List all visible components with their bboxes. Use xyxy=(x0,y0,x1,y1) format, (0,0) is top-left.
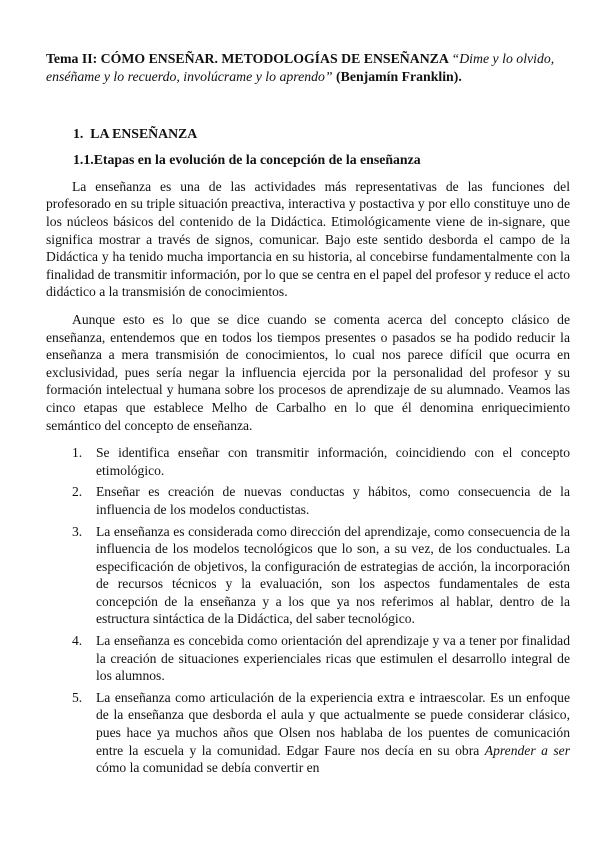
section-number: 1. xyxy=(73,125,84,141)
document-title xyxy=(46,50,570,87)
list-item-number: 2. xyxy=(72,484,83,500)
book-title: Aprender a ser xyxy=(484,742,571,758)
list-item-text: Enseñar es creación de nuevas conductas y hábitos, como consecuencia de la influencia de los modelos conductistas. xyxy=(96,484,570,517)
list-item-text: La enseñanza como articulación de la experiencia extra e intraescolar. Es un enfoque de la enseñanza que desborda el aula y que actualmente se puede considerar clásico, pues hace ya muchos años que Olsen nos hablaba de los puentes de comunicación entre la escuela y la comunidad. Edgar Faure nos decía en su obra xyxy=(96,689,570,758)
title-author: (Benjamín Franklin). xyxy=(332,69,462,85)
document-page xyxy=(46,50,570,781)
list-item xyxy=(46,632,570,685)
list-item-number: 3. xyxy=(72,523,83,539)
list-item-text: Se identifica enseñar con transmitir información, coincidiendo con el concepto etimológico. xyxy=(96,445,570,478)
list-item-number: 1. xyxy=(72,445,83,461)
list-item-text: La enseñanza es considerada como dirección del aprendizaje, como consecuencia de la influencia de los modelos tecnológicos que lo son, a su vez, de los conductuales. La especificación de objetivos, la configuración de estrategias de acción, la incorporación de recursos técnicos y la evaluación, son los aspectos fundamentales de esta concepción de la enseñanza y a los que ya nos referimos al hablar, dentro de la estructura sintáctica de la Didáctica, del saber tecnológico. xyxy=(96,523,570,627)
stages-list xyxy=(46,444,570,777)
list-item xyxy=(46,689,570,777)
paragraph-1: La enseñanza es una de las actividades más representativas de las funciones del profesorado en su triple situación preactiva, interactiva y postactiva y por ello constituye uno de los núcleos básicos del contenido de la Didáctica. Etimológicamente viene de in-signare, que significa mostrar a través de signos, comunicar. Bajo este sentido desborda el campo de la Didáctica y ha tenido mucha importancia en su historia, al concebirse fundamentalmente con la finalidad de transmitir información, por lo que se centra en el papel del profesor y reduce el acto didáctico a la transmisión de conocimientos. xyxy=(46,178,570,300)
paragraph-2: Aunque esto es lo que se dice cuando se comenta acerca del concepto clásico de enseñanza, entendemos que en todos los tiempos presentes o pasados se ha podido reducir la enseñanza a mera transmisión de conocimientos, lo cual nos parece difícil que ocurra en exclusividad, pues sería negar la influencia ejercida por la personalidad del profesor y su formación intelectual y humana sobre los procesos de aprendizaje de su alumnado. Veamos las cinco etapas que establece Melho de Carbalho en lo que él denomina enriquecimiento semántico del concepto de enseñanza. xyxy=(46,311,570,433)
subsection-heading: 1.1.Etapas en la evolución de la concepción de la enseñanza xyxy=(73,151,421,167)
list-item xyxy=(46,523,570,629)
list-item xyxy=(46,483,570,518)
title-quote: “Dime y lo olvido, enséñame y lo recuerdo, involúcrame y lo aprendo” xyxy=(46,51,555,85)
list-item-number: 5. xyxy=(72,689,83,705)
list-item-tail: cómo la comunidad se debía convertir en xyxy=(96,760,320,776)
list-item-text: La enseñanza es concebida como orientación del aprendizaje y va a tener por finalidad la creación de situaciones experienciales ricas que estimulen el desarrollo integral de los alumnos. xyxy=(96,633,570,684)
title-prefix: Tema II: CÓMO ENSEÑAR. METODOLOGÍAS DE ENSEÑANZA xyxy=(46,51,452,66)
section-title: LA ENSEÑANZA xyxy=(90,125,198,141)
list-item-number: 4. xyxy=(72,633,83,649)
list-item xyxy=(46,444,570,479)
section-heading xyxy=(73,125,570,143)
